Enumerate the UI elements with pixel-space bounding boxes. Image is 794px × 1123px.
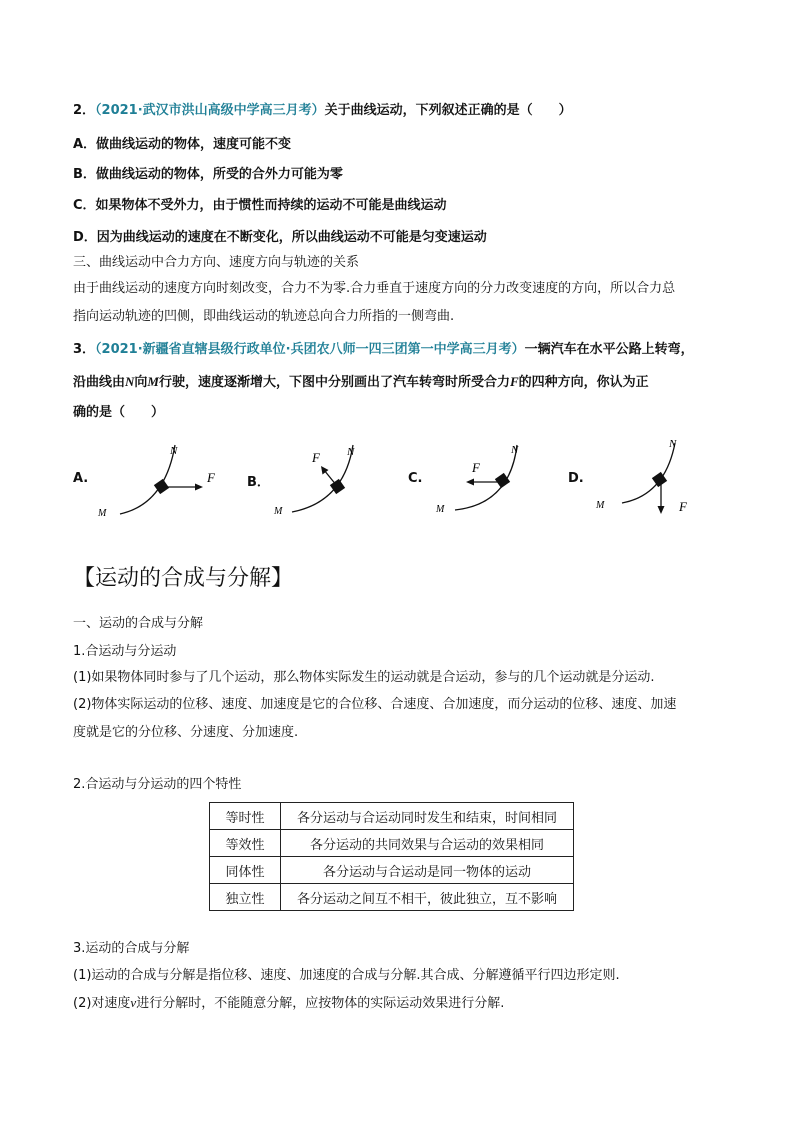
section-para-1: (1)如果物体同时参与了几个运动，那么物体实际发生的运动就是合运动，参与的几个运动就是分运动. bbox=[73, 670, 655, 685]
point-n-label: N bbox=[170, 445, 178, 457]
section-heading-1: 一、运动的合成与分解 bbox=[73, 616, 204, 631]
section-para-2-line2: 度就是它的分位移、分速度、分加速度. bbox=[73, 725, 299, 740]
table-value-cell: 各分运动的共同效果与合运动的效果相同 bbox=[281, 830, 574, 857]
q3-var-f: F bbox=[510, 374, 519, 389]
q3-number: 3． bbox=[73, 342, 96, 357]
table-key-cell: 独立性 bbox=[210, 884, 281, 911]
point-n-label: N bbox=[511, 444, 519, 456]
section-subheading-3: 3.运动的合成与分解 bbox=[73, 941, 190, 956]
table-row bbox=[210, 830, 574, 857]
table-row bbox=[210, 803, 574, 830]
q3-figure-d bbox=[590, 433, 700, 523]
q3-source: （2021·新疆省直辖县级行政单位·兵团农八师一四三团第一中学高三月考） bbox=[95, 342, 525, 357]
point-n-label: N bbox=[669, 438, 677, 450]
q3-figure-b bbox=[270, 440, 370, 525]
q3-line2-text-b: 向 bbox=[134, 375, 148, 390]
table-key-cell: 等时性 bbox=[210, 803, 281, 830]
q3-var-n: N bbox=[125, 374, 135, 389]
trajectory-curve bbox=[292, 445, 353, 512]
table-key-cell: 同体性 bbox=[210, 857, 281, 884]
trajectory-curve bbox=[120, 445, 175, 514]
point-n-label: N bbox=[347, 446, 355, 458]
q2-option-d: D．因为曲线运动的速度在不断变化，所以曲线运动不可能是匀变速运动 bbox=[73, 230, 487, 245]
force-f-label: F bbox=[472, 460, 480, 475]
part3-para-line2: 指向运动轨迹的凹侧，即曲线运动的轨迹总向合力所指的一侧弯曲. bbox=[73, 309, 455, 324]
car-block bbox=[652, 472, 667, 487]
force-f-label: F bbox=[312, 450, 320, 465]
table-row bbox=[210, 884, 574, 911]
q2-option-c: C．如果物体不受外力，由于惯性而持续的运动不可能是曲线运动 bbox=[73, 198, 447, 213]
part3-para-line1: 由于曲线运动的速度方向时刻改变，合力不为零.合力垂直于速度方向的分力改变速度的方向，所以合力总 bbox=[73, 281, 676, 296]
force-arrow bbox=[324, 470, 337, 486]
section-para-2-line1: (2)物体实际运动的位移、速度、加速度是它的合位移、合速度、合加速度，而分运动的位移、速度、加速 bbox=[73, 697, 677, 712]
force-f-label: F bbox=[679, 499, 687, 514]
section-para-3: (1)运动的合成与分解是指位移、速度、加速度的合成与分解.其合成、分解遵循平行四边形定则. bbox=[73, 968, 620, 983]
q3-choice-d-label: D. bbox=[568, 471, 584, 486]
q3-line2-text-a: 沿曲线由 bbox=[73, 375, 126, 390]
trajectory-curve bbox=[455, 445, 517, 510]
point-m-label: M bbox=[436, 504, 445, 515]
arrow-head-icon bbox=[658, 506, 665, 514]
point-m-label: M bbox=[596, 500, 605, 511]
section-para-4 bbox=[73, 994, 504, 1013]
arrow-head-icon bbox=[195, 484, 203, 491]
var-v: v bbox=[130, 995, 137, 1010]
q3-figure-c bbox=[430, 440, 540, 525]
section-para-4-text-a: (2)对速度 bbox=[73, 996, 131, 1011]
properties-table bbox=[209, 802, 574, 911]
point-m-label: M bbox=[274, 506, 283, 517]
q3-figure-a bbox=[95, 440, 225, 525]
section-subheading-1: 1.合运动与分运动 bbox=[73, 644, 177, 659]
car-block bbox=[495, 473, 510, 488]
q3-line2 bbox=[73, 373, 649, 392]
table-value-cell: 各分运动与合运动是同一物体的运动 bbox=[281, 857, 574, 884]
q2-stem-text: 关于曲线运动，下列叙述正确的是（ ） bbox=[324, 103, 572, 118]
q3-stem-text: 一辆汽车在水平公路上转弯， bbox=[524, 342, 694, 357]
q3-stem bbox=[73, 341, 694, 359]
part3-heading: 三、曲线运动中合力方向、速度方向与轨迹的关系 bbox=[73, 255, 360, 270]
q2-option-b: B．做曲线运动的物体，所受的合外力可能为零 bbox=[73, 167, 343, 182]
q3-line3: 确的是（ ） bbox=[73, 405, 165, 420]
table-value-cell: 各分运动之间互不相干，彼此独立，互不影响 bbox=[281, 884, 574, 911]
q3-choice-c-label: C. bbox=[408, 471, 423, 486]
table-row bbox=[210, 857, 574, 884]
trajectory-curve bbox=[622, 443, 675, 503]
q2-number: 2． bbox=[73, 103, 96, 118]
q3-line2-text-c: 行驶，速度逐渐增大，下图中分别画出了汽车转弯时所受合力 bbox=[158, 375, 510, 390]
point-m-label: M bbox=[98, 508, 107, 519]
force-f-label: F bbox=[207, 470, 215, 485]
q3-var-m: M bbox=[147, 374, 159, 389]
q3-choice-b-label: B． bbox=[247, 475, 270, 490]
arrow-head-icon bbox=[466, 479, 474, 486]
section-para-4-text-b: 进行分解时，不能随意分解，应按物体的实际运动效果进行分解. bbox=[136, 996, 505, 1011]
q2-source: （2021·武汉市洪山高级中学高三月考） bbox=[95, 103, 325, 118]
section-title: 【运动的合成与分解】 bbox=[73, 566, 294, 591]
table-value-cell: 各分运动与合运动同时发生和结束，时间相同 bbox=[281, 803, 574, 830]
section-subheading-2: 2.合运动与分运动的四个特性 bbox=[73, 777, 242, 792]
q2-stem bbox=[73, 102, 572, 120]
q3-choice-a-label: A. bbox=[73, 471, 89, 486]
q2-option-a: A．做曲线运动的物体，速度可能不变 bbox=[73, 137, 292, 152]
table-key-cell: 等效性 bbox=[210, 830, 281, 857]
q3-line2-text-d: 的四种方向，你认为正 bbox=[518, 375, 649, 390]
